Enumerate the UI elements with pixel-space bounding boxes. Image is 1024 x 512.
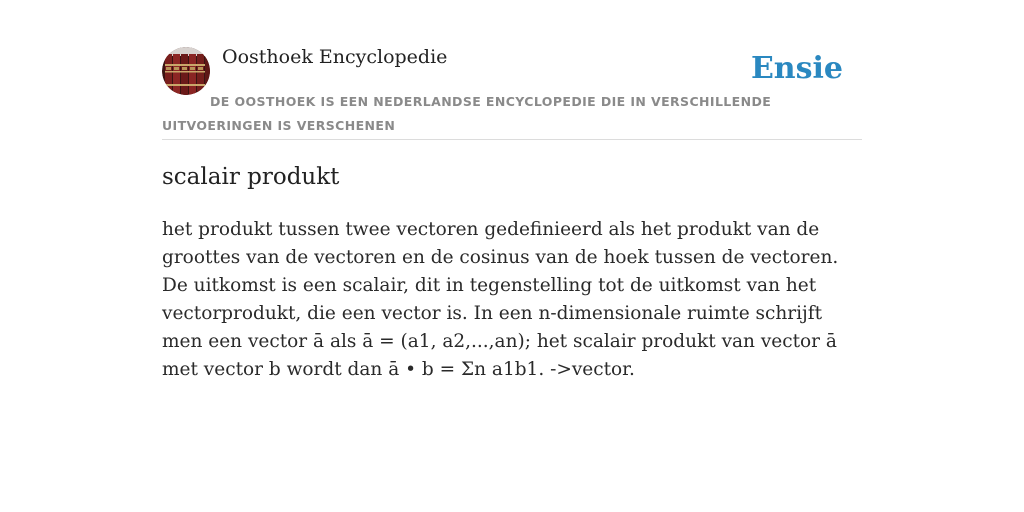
site-header [162, 0, 862, 140]
site-name[interactable]: Oosthoek Encyclopedie [222, 46, 448, 68]
encyclopedia-books-icon[interactable] [162, 47, 210, 95]
article-body: het produkt tussen twee vectoren gedefinieerd als het produkt van de groottes van de vectoren en de cosinus van de hoek tussen de vectoren. De uitkomst is een scalair, dit in tegenstelling tot de uitkomst van het vectorprodukt, die een vector is. In een n-dimensionale ruimte schrijft men een vector ā als ā = (a1, a2,...,an); het scalair produkt van vector ā met vector b wordt dan ā • b = Σn a1b1. ->vector. [162, 219, 839, 380]
ensie-logo-link[interactable]: Ensie [750, 51, 843, 86]
article-title: scalair produkt [162, 164, 340, 190]
site-tagline: DE OOSTHOEK IS EEN NEDERLANDSE ENCYCLOPEDIE DIE IN VERSCHILLENDE UITVOERINGEN IS VERSCHENEN [162, 94, 772, 133]
page [162, 0, 862, 380]
